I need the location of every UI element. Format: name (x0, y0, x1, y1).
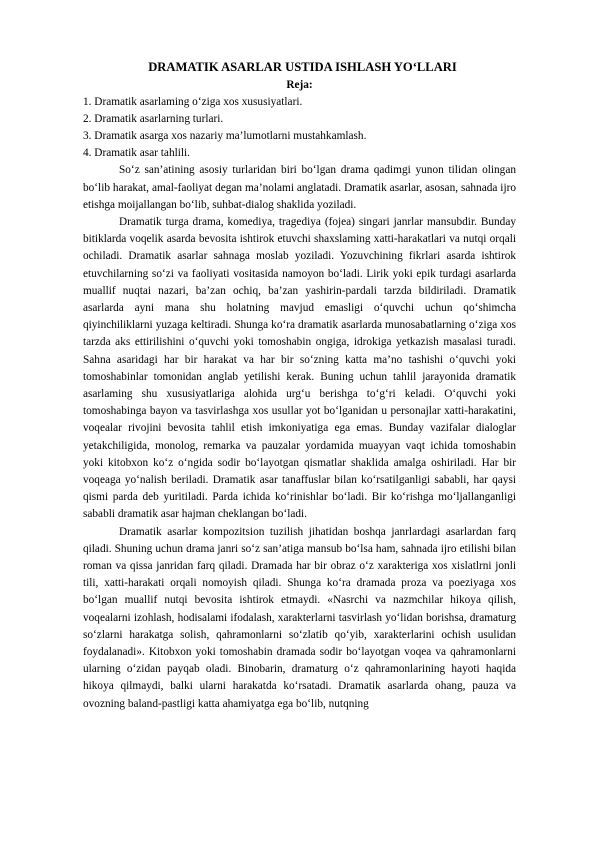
plan-list (83, 94, 516, 163)
plan-item: 3. Dramatik asarga xos nazariy ma’lumotlarni mustahkamlash. (83, 129, 367, 142)
document-title: DRAMATIK ASARLAR USTIDA ISHLASH YO‘LLARI (148, 60, 457, 74)
plan-item: 2. Dramatik asarlarning turlari. (83, 112, 224, 125)
plan-item: 1. Dramatik asarlaming o‘ziga xos xususiyatlari. (83, 95, 303, 108)
document-page (83, 58, 516, 713)
plan-item: 4. Dramatik asar tahlili. (83, 147, 190, 160)
body-paragraph: Dramatik turga drama, komediya, tragediya (fojea) singari janrlar mansubdir. Bunday bitiklarda voqelik asarda bevosita ishtirok etuvchi shaxslaming xatti-harakatlari va nutqi orqali ochiladi. Dramatik asarlar sahnaga moslab yoziladi. Yozuvchining fikrlari asarda ishtirok etuvchilarning so‘zi va faoliyati vositasida namoyon bo‘ladi. Lirik yoki epik turdagi asarlarda muallif nuqtai nazari, ba’zan ochiq, ba’zan yashirin-pardali tarzda bildiriladi. Dramatik asarlarda ayni mana shu holatning mavjud emasligi o‘quvchi uchun qo‘shimcha qiyinchiliklarni yuzaga keltiradi. Shunga ko‘ra dramatik asarlarda munosabatlarning o‘ziga xos tarzda aks ettirilishini o‘quvchi yoki tomoshabin ongiga, idrokiga yetkazish masalasi turadi. Sahna asaridagi har bir harakat va har bir so‘zning katta ma’no tashishi o‘quvchi yoki tomoshabinlar tomonidan anglab yetilishi kerak. Buning uchun tahlil jarayonida dramatik asarlaming shu xususiyatlariga alohida urg‘u berishga to‘g‘ri keladi. O‘quvchi yoki tomoshabinga bayon va tasvirlashga xos usullar yot bo‘lganidan u personajlar xatti-harakatini, voqealar rivojini bevosita tahlil etish imkoniyatiga ega emas. Bunday vazifalar dialoglar yetakchiligida, monolog, remarka va pauzalar yordamida muayyan vaqt ichida tomoshabin yoki kitobxon ko‘z o‘ngida sodir bo‘layotgan qismatlar shaklida amalga oshiriladi. Har bir voqeaga yo‘nalish beriladi. Dramatik asar tanaffuslar bilan ko‘rsatilganligi sababli, har qaysi qismi parda deb yuritiladi. Parda ichida ko‘rinishlar bo‘ladi. Bir ko‘rishga mo‘ljallanganligi sababli dramatik asar hajman cheklangan bo‘ladi. (83, 215, 516, 521)
body-paragraph: So‘z san’atining asosiy turlaridan biri bo‘lgan drama qadimgi yunon tilidan olingan bo‘lib harakat, amal-faoliyat degan ma’nolami anglatadi. Dramatik asarlar, asosan, sahnada ijro etishga moijallangan bo‘lib, suhbat-dialog shaklida yoziladi. (83, 164, 516, 211)
plan-heading: Reja: (286, 79, 313, 91)
body-paragraph: Dramatik asarlar kompozitsion tuzilish jihatidan boshqa janrlardagi asarlardan farq qiladi. Shuning uchun drama janri so‘z san’atiga mansub bo‘lsa ham, sahnada ijro etilishi bilan roman va qissa janridan farq qiladi. Dramada har bir obraz o‘z xarakteriga xos xislatlrni jonli tili, xatti-harakati orqali nomoyish qiladi. Shunga ko‘ra dramada proza va poeziyaga xos bo‘lgan muallif nutqi bevosita ishtirok etmaydi. «Nasrchi va nazmchilar hikoya qilish, voqealarni izohlash, hodisalami ifodalash, xarakterlarni tasvirlash yo‘lidan borishsa, dramaturg so‘zlarni harakatga solish, qahramonlarni so‘zlatib qo‘yib, xarakterlarini ochish usulidan foydalanadi». Kitobxon yoki tomoshabin dramada sodir bo‘layotgan voqea va qahramonlarni ularning o‘zidan payqab oladi. Binobarin, dramaturg o‘z qahramonlarining hayoti haqida hikoya qilmaydi, balki ularni harakatda ko‘rsatadi. Dramatik asarlarda ohang, pauza va ovozning baland-pastligi katta ahamiyatga ega bo‘lib, nutqning (83, 525, 516, 710)
